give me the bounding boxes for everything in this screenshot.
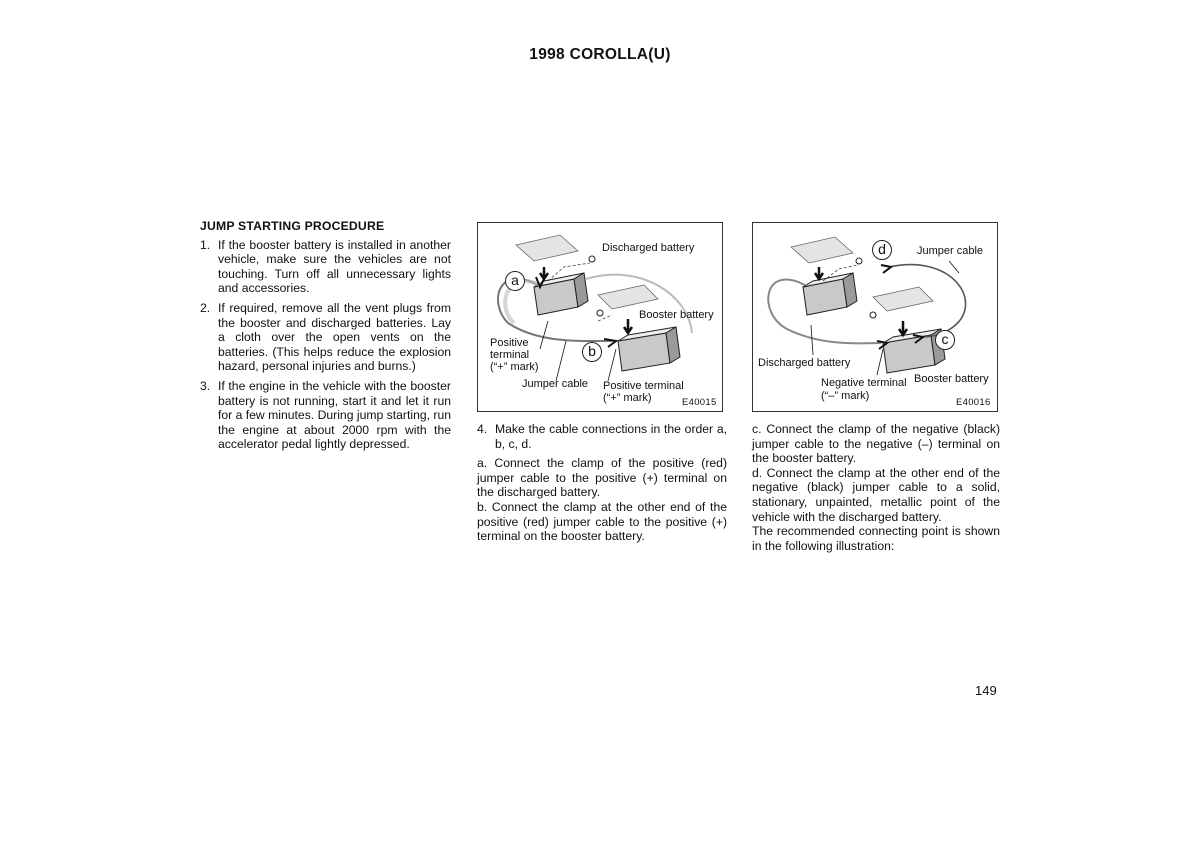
label-booster-battery: Booster battery xyxy=(639,309,714,321)
letter-c-marker: c xyxy=(935,330,955,350)
substep-a: a. Connect the clamp of the positive (red) jumper cable to the positive (+) terminal on the discharged battery. xyxy=(477,456,727,500)
step-text: If the engine in the vehicle with the booster battery is not running, start it and let it run for a few minutes. During jump starting, run the engine at about 2000 rpm with the accelerator pedal lightly depressed. xyxy=(218,378,452,452)
label-positive-line3: (“+” mark) xyxy=(490,361,539,373)
step-number: 3. xyxy=(200,378,211,393)
step-text: If required, remove all the vent plugs from the booster and discharged batteries. Lay a cloth over the open vents on the batteries. (This helps reduce the explosion hazard, personal injuries and burns.) xyxy=(218,300,451,374)
step-text: Make the cable connections in the order a, b, c, d. xyxy=(495,422,727,451)
substep-b: b. Connect the clamp at the other end of the positive (red) jumper cable to the positive (+) terminal on the booster battery. xyxy=(477,499,727,544)
letter-a-marker: a xyxy=(505,271,525,291)
label-discharged-battery: Discharged battery xyxy=(758,357,851,369)
step-number: 4. xyxy=(477,422,488,436)
substep-d: d. Connect the clamp at the other end of the negative (black) jumper cable to a solid, stationary, unpainted, metallic point of the vehicle with the discharged battery. xyxy=(752,465,1000,524)
label-positive-line1: Positive xyxy=(490,337,529,349)
label-positive-line2: terminal xyxy=(490,349,530,361)
step-4-column xyxy=(477,422,727,544)
letter-d-marker: d xyxy=(872,240,892,260)
label-discharged-battery: Discharged battery xyxy=(602,242,695,254)
step-2 xyxy=(200,301,451,374)
section-heading: JUMP STARTING PROCEDURE xyxy=(200,219,385,233)
figure-code: E40015 xyxy=(682,397,717,408)
step-4 xyxy=(477,422,727,451)
step-4-continued-column xyxy=(752,422,1000,553)
label-booster-battery: Booster battery xyxy=(914,373,989,385)
label-positive-terminal-b1: Positive terminal xyxy=(603,380,684,392)
letter-b-marker: b xyxy=(582,342,602,362)
step-1 xyxy=(200,238,451,296)
substep-c: c. Connect the clamp of the negative (black) jumper cable to the negative (–) terminal on the booster battery. xyxy=(752,422,1000,466)
label-positive-terminal-b2: (“+” mark) xyxy=(603,392,652,404)
step-number: 2. xyxy=(200,300,211,315)
page-number: 149 xyxy=(975,683,997,698)
label-negative-terminal-1: Negative terminal xyxy=(821,377,907,389)
figure-code: E40016 xyxy=(956,397,991,408)
figure-negative-connection xyxy=(752,222,998,412)
label-jumper-cable: Jumper cable xyxy=(917,245,984,257)
jump-starting-column xyxy=(200,219,451,457)
step-number: 1. xyxy=(200,237,211,252)
label-jumper-cable: Jumper cable xyxy=(522,378,589,390)
figure-positive-connection xyxy=(477,222,723,412)
step-text: If the booster battery is installed in another vehicle, make sure the vehicles are not touching. Turn off all unnecessary lights and accessories. xyxy=(218,237,451,296)
page-title: 1998 COROLLA(U) xyxy=(529,46,671,63)
recommended-point-note: The recommended connecting point is shown in the following illustration: xyxy=(752,524,1000,553)
step-3 xyxy=(200,379,451,452)
label-negative-terminal-2: (“–” mark) xyxy=(821,390,870,402)
